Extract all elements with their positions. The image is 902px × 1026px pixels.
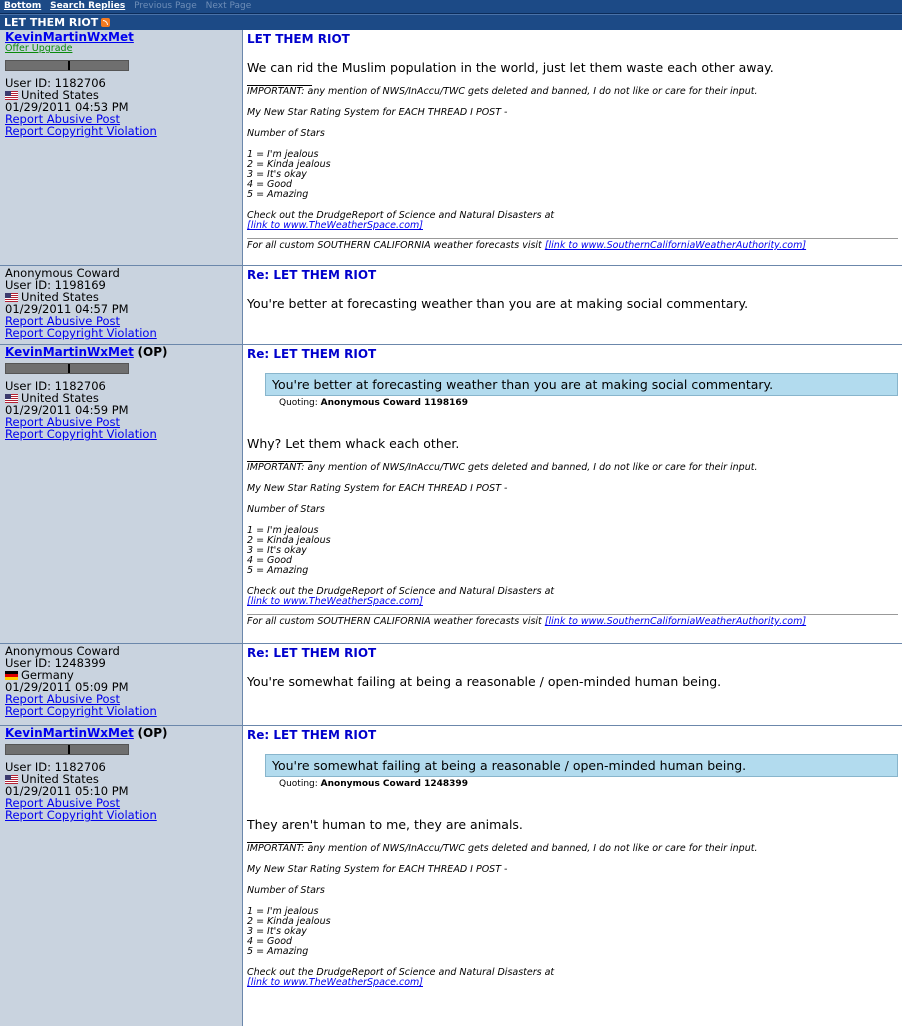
post-title: LET THEM RIOT — [247, 32, 350, 46]
signature-important: IMPORTANT: any mention of NWS/InAccu/TWC gets deleted and banned, I do not like or care for their input. — [247, 86, 758, 97]
us-flag-icon — [5, 293, 18, 302]
post-content — [243, 266, 902, 344]
thread-title-bar — [0, 14, 902, 30]
post-signature — [247, 85, 898, 251]
signature-drudge: Check out the DrudgeReport of Science and Natural Disasters at [link to www.TheWeatherSpace.com] — [247, 967, 555, 988]
signature-stars-label: Number of Stars — [247, 885, 325, 896]
user-id: User ID: 1198169 — [5, 278, 106, 292]
signature-rating-intro: My New Star Rating System for EACH THREAD I POST - — [247, 864, 508, 875]
report-copyright-link[interactable]: Report Copyright Violation — [5, 326, 157, 340]
user-id: User ID: 1248399 — [5, 656, 106, 670]
quote-attribution: Quoting: Anonymous Coward 1248399 — [279, 779, 468, 789]
user-country: United States — [5, 773, 238, 785]
author-username-link[interactable]: KevinMartinWxMet — [5, 345, 134, 359]
weatherspace-link[interactable]: [link to www.TheWeatherSpace.com] — [247, 596, 423, 607]
author-username-link[interactable]: KevinMartinWxMet — [5, 726, 134, 740]
report-abusive-post-link[interactable]: Report Abusive Post — [5, 112, 121, 126]
post-title: Re: LET THEM RIOT — [247, 646, 377, 660]
post-date: 01/29/2011 04:59 PM — [5, 403, 129, 417]
report-abusive-post-link[interactable]: Report Abusive Post — [5, 415, 121, 429]
rss-feed-icon[interactable] — [101, 18, 110, 27]
user-id: User ID: 1182706 — [5, 760, 106, 774]
post-date: 01/29/2011 04:57 PM — [5, 302, 129, 316]
user-country: United States — [5, 291, 238, 303]
user-id: User ID: 1182706 — [5, 76, 106, 90]
socal-weather-link[interactable]: [link to www.SouthernCaliforniaWeatherAuthority.com] — [544, 616, 807, 627]
post-content — [243, 30, 902, 265]
user-country: Germany — [5, 669, 238, 681]
user-rating-meter — [5, 60, 129, 71]
quoted-text: You're better at forecasting weather than you are at making social commentary. — [265, 373, 898, 396]
previous-page-link: Previous Page — [134, 1, 197, 11]
author-username: Anonymous Coward — [5, 644, 120, 658]
report-copyright-link[interactable]: Report Copyright Violation — [5, 427, 157, 441]
signature-important: IMPORTANT: any mention of NWS/InAccu/TWC gets deleted and banned, I do not like or care for their input. — [247, 843, 758, 854]
report-abusive-post-link[interactable]: Report Abusive Post — [5, 314, 121, 328]
top-navigation — [0, 0, 902, 14]
post-author-panel — [0, 644, 243, 725]
report-copyright-link[interactable]: Report Copyright Violation — [5, 124, 157, 138]
post-signature — [247, 461, 898, 627]
report-abusive-post-link[interactable]: Report Abusive Post — [5, 692, 121, 706]
post-body: Why? Let them whack each other. — [247, 436, 460, 451]
signature-ratings: 1 = I'm jealous 2 = Kinda jealous 3 = It's okay 4 = Good 5 = Amazing — [247, 149, 331, 200]
post-content — [243, 726, 902, 1026]
post-author-panel — [0, 726, 243, 1026]
weatherspace-link[interactable]: [link to www.TheWeatherSpace.com] — [247, 220, 423, 231]
post-signature — [247, 842, 898, 988]
offer-upgrade-link[interactable]: Offer Upgrade — [5, 43, 73, 54]
op-badge: (OP) — [137, 726, 168, 740]
user-rating-meter — [5, 363, 129, 374]
signature-stars-label: Number of Stars — [247, 128, 325, 139]
signature-socal: For all custom SOUTHERN CALIFORNIA weather forecasts visit [link to www.SouthernCaliforniaWeatherAuthority.com] — [247, 238, 898, 251]
user-country: United States — [5, 392, 238, 404]
quote-attribution: Quoting: Anonymous Coward 1198169 — [279, 398, 468, 408]
post-1 — [0, 30, 902, 266]
search-replies-link[interactable]: Search Replies — [50, 1, 126, 11]
post-title: Re: LET THEM RIOT — [247, 347, 377, 361]
signature-ratings: 1 = I'm jealous 2 = Kinda jealous 3 = It's okay 4 = Good 5 = Amazing — [247, 906, 331, 957]
signature-drudge: Check out the DrudgeReport of Science and Natural Disasters at [link to www.TheWeatherSpace.com] — [247, 586, 555, 607]
us-flag-icon — [5, 775, 18, 784]
signature-drudge: Check out the DrudgeReport of Science and Natural Disasters at [link to www.TheWeatherSpace.com] — [247, 210, 555, 231]
signature-ratings: 1 = I'm jealous 2 = Kinda jealous 3 = It's okay 4 = Good 5 = Amazing — [247, 525, 331, 576]
post-date: 01/29/2011 05:09 PM — [5, 680, 129, 694]
post-author-panel — [0, 30, 243, 265]
post-body: We can rid the Muslim population in the world, just let them waste each other away. — [247, 60, 774, 75]
post-date: 01/29/2011 04:53 PM — [5, 100, 129, 114]
germany-flag-icon — [5, 671, 18, 680]
us-flag-icon — [5, 394, 18, 403]
report-copyright-link[interactable]: Report Copyright Violation — [5, 808, 157, 822]
post-body: They aren't human to me, they are animals. — [247, 817, 523, 832]
bottom-link[interactable]: Bottom — [4, 1, 42, 11]
post-2 — [0, 266, 902, 345]
thread-title: LET THEM RIOT — [4, 16, 99, 29]
report-abusive-post-link[interactable]: Report Abusive Post — [5, 796, 121, 810]
post-title: Re: LET THEM RIOT — [247, 728, 377, 742]
report-copyright-link[interactable]: Report Copyright Violation — [5, 704, 157, 718]
post-body: You're better at forecasting weather than you are at making social commentary. — [247, 296, 749, 311]
socal-weather-link[interactable]: [link to www.SouthernCaliforniaWeatherAuthority.com] — [544, 240, 807, 251]
op-badge: (OP) — [137, 345, 168, 359]
signature-stars-label: Number of Stars — [247, 504, 325, 515]
post-author-panel — [0, 266, 243, 344]
quoted-text: You're somewhat failing at being a reasonable / open-minded human being. — [265, 754, 898, 777]
user-country: United States — [5, 89, 238, 101]
post-date: 01/29/2011 05:10 PM — [5, 784, 129, 798]
next-page-link: Next Page — [205, 1, 252, 11]
signature-socal: For all custom SOUTHERN CALIFORNIA weather forecasts visit [link to www.SouthernCaliforniaWeatherAuthority.com] — [247, 614, 898, 627]
author-username-link[interactable]: KevinMartinWxMet — [5, 30, 134, 44]
user-rating-meter — [5, 744, 129, 755]
post-author-panel — [0, 345, 243, 643]
post-5 — [0, 726, 902, 1026]
post-3 — [0, 345, 902, 644]
post-title: Re: LET THEM RIOT — [247, 268, 377, 282]
us-flag-icon — [5, 91, 18, 100]
post-body: You're somewhat failing at being a reasonable / open-minded human being. — [247, 674, 722, 689]
signature-rating-intro: My New Star Rating System for EACH THREAD I POST - — [247, 483, 508, 494]
signature-rating-intro: My New Star Rating System for EACH THREAD I POST - — [247, 107, 508, 118]
author-username: Anonymous Coward — [5, 266, 120, 280]
post-content — [243, 345, 902, 643]
weatherspace-link[interactable]: [link to www.TheWeatherSpace.com] — [247, 977, 423, 988]
signature-important: IMPORTANT: any mention of NWS/InAccu/TWC gets deleted and banned, I do not like or care for their input. — [247, 462, 758, 473]
user-id: User ID: 1182706 — [5, 379, 106, 393]
post-content — [243, 644, 902, 725]
post-4 — [0, 644, 902, 726]
